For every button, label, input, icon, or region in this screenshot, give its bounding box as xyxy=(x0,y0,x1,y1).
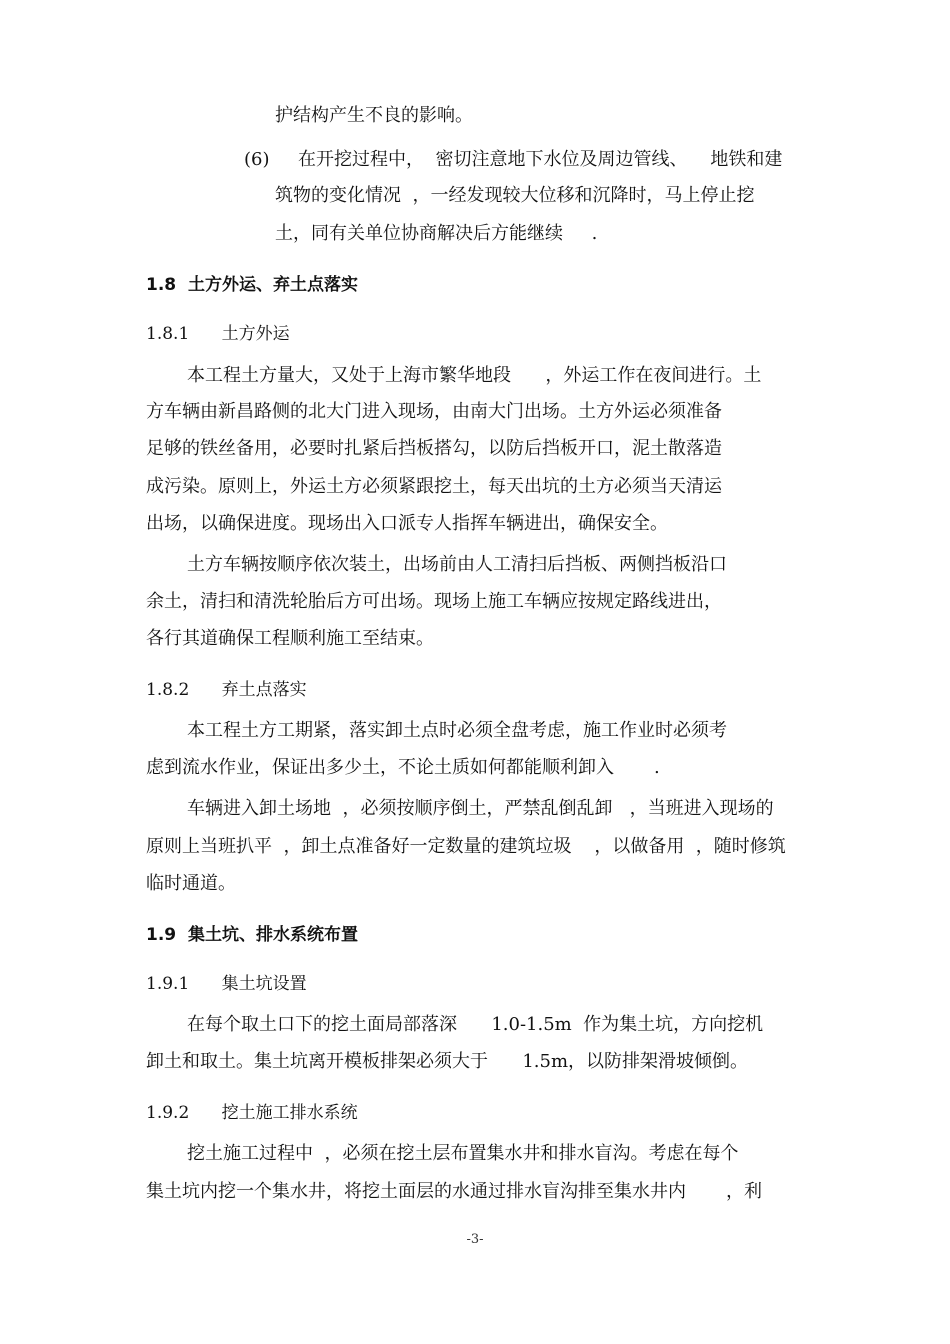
paragraph-line: 临时通道。 xyxy=(146,873,236,894)
paragraph-line: 本工程土方工期紧，落实卸土点时必须全盘考虑，施工作业时必须考 xyxy=(187,720,727,741)
section-heading-1-9: 1.9 集土坑、排水系统布置 xyxy=(146,925,358,945)
subsection-heading-1-9-2: 1.9.2 挖土施工排水系统 xyxy=(146,1103,358,1123)
paragraph-line: 余土，清扫和清洗轮胎后方可出场。现场上施工车辆应按规定路线进出， xyxy=(146,591,722,612)
paragraph-line: 在每个取土口下的挖土面局部落深 1.0-1.5m 作为集土坑，方向挖机 xyxy=(187,1014,764,1035)
subsection-heading-1-8-1: 1.8.1 土方外运 xyxy=(146,324,290,344)
subsection-heading-1-9-1: 1.9.1 集土坑设置 xyxy=(146,974,307,994)
paragraph-line: 足够的铁丝备用，必要时扎紧后挡板搭勾，以防后挡板开口，泥土散落造 xyxy=(146,438,722,459)
item-6-line-3: 土，同有关单位协商解决后方能继续 . xyxy=(275,223,598,244)
paragraph-line: 本工程土方量大，又处于上海市繁华地段 ，外运工作在夜间进行。土 xyxy=(187,365,762,386)
paragraph-line: 车辆进入卸土场地 ，必须按顺序倒土，严禁乱倒乱卸 ，当班进入现场的 xyxy=(187,798,774,819)
paragraph-line: 成污染。原则上，外运土方必须紧跟挖土，每天出坑的土方必须当天清运 xyxy=(146,476,722,497)
subsection-heading-1-8-2: 1.8.2 弃土点落实 xyxy=(146,680,307,700)
item-6-number: (6) xyxy=(244,149,270,170)
paragraph-line: 各行其道确保工程顺利施工至结束。 xyxy=(146,628,434,649)
paragraph-line: 出场，以确保进度。现场出入口派专人指挥车辆进出，确保安全。 xyxy=(146,513,668,534)
paragraph-line: 卸土和取土。集土坑离开模板排架必须大于 1.5m，以防排架滑坡倾倒。 xyxy=(146,1051,749,1072)
item-6-line-1: 在开挖过程中， 密切注意地下水位及周边管线、 地铁和建 xyxy=(298,149,783,170)
paragraph-line: 土方车辆按顺序依次装土，出场前由人工清扫后挡板、两侧挡板沿口 xyxy=(187,554,727,575)
paragraph-line: 虑到流水作业，保证出多少土，不论土质如何都能顺利卸入 . xyxy=(146,757,660,778)
paragraph-line: 方车辆由新昌路侧的北大门进入现场，由南大门出场。土方外运必须准备 xyxy=(146,401,722,422)
section-heading-1-8: 1.8 土方外运、弃土点落实 xyxy=(146,275,358,295)
item-6-line-2: 筑物的变化情况 ，一经发现较大位移和沉降时，马上停止挖 xyxy=(275,185,755,206)
paragraph-line: 挖土施工过程中 ，必须在挖土层布置集水井和排水盲沟。考虑在每个 xyxy=(187,1143,739,1164)
item-6-prev-tail: 护结构产生不良的影响。 xyxy=(275,105,473,126)
paragraph-line: 原则上当班扒平 ，卸土点准备好一定数量的建筑垃圾 ，以做备用 ，随时修筑 xyxy=(146,836,786,857)
paragraph-line: 集土坑内挖一个集水井，将挖土面层的水通过排水盲沟排至集水井内 ，利 xyxy=(146,1181,763,1202)
page-number: -3- xyxy=(466,1232,484,1247)
